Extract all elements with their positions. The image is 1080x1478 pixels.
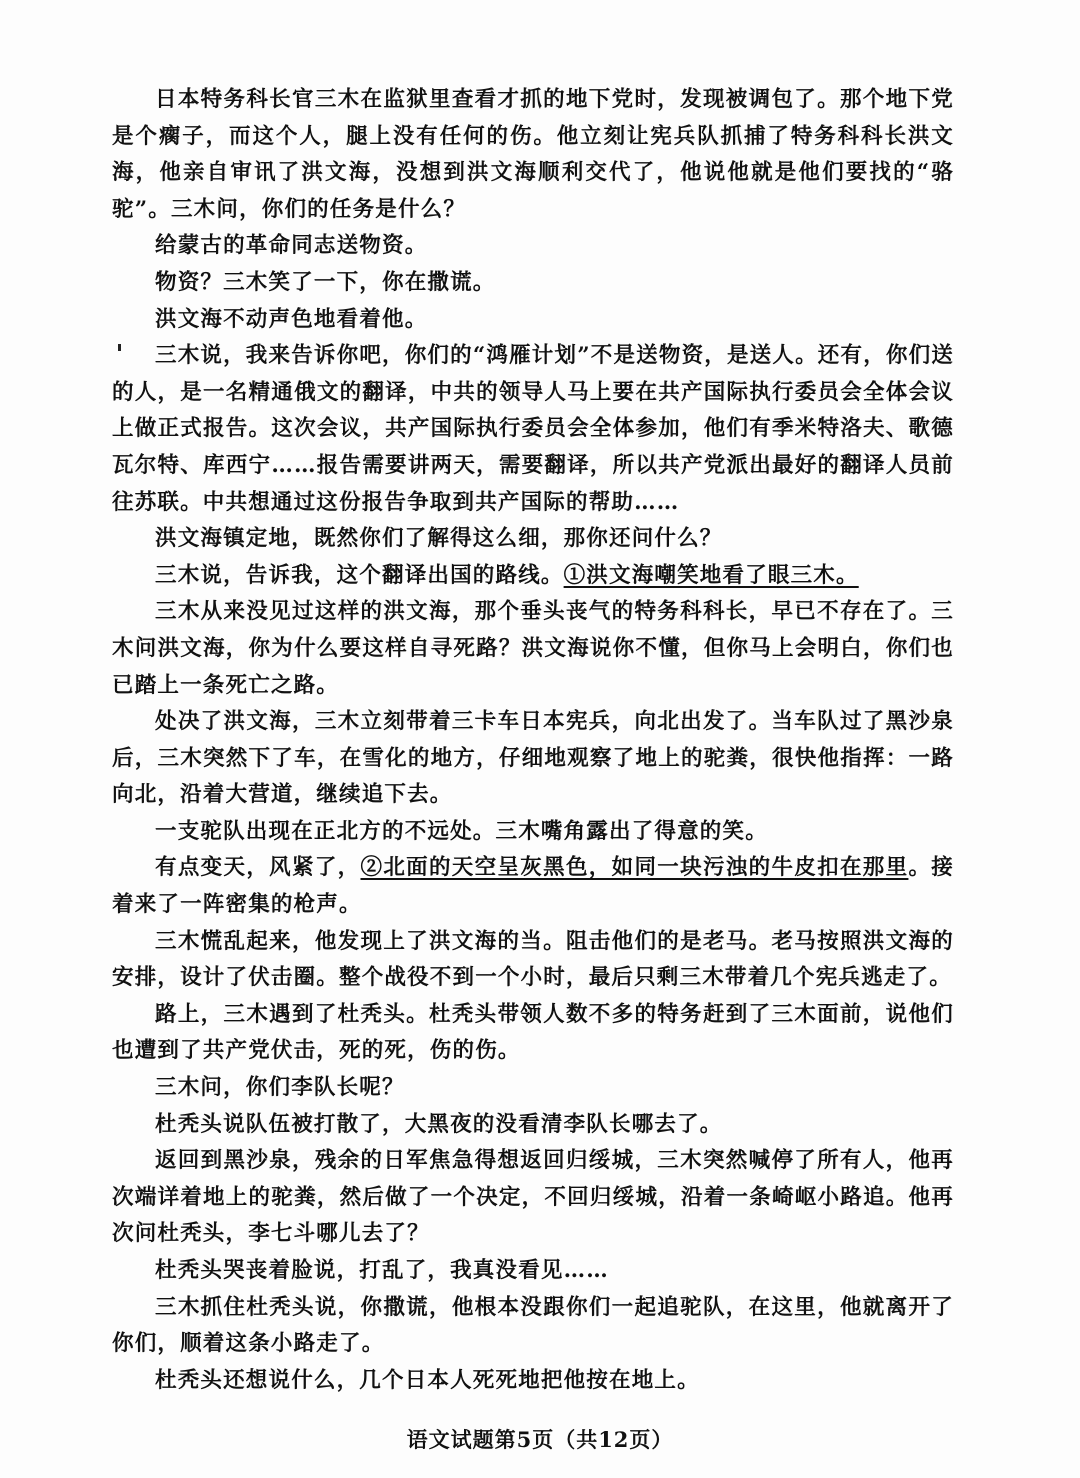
paragraph-5: 三木说，我来告诉你吧，你们的“鸿雁计划”不是送物资，是送人。还有，你们送的人，是一名精通俄文的翻译，中共的领导人马上要在共产国际执行委员会全体会议上做正式报告。这次会议，共产国际执行委员会全体参加，他们有季米特洛夫、歌德瓦尔特、库西宁……报告需要讲两天，需要翻译，所以共产党派出最好的翻译人员前往苏联。中共想通过这份报告争取到共产国际的帮助…… bbox=[112, 343, 954, 515]
paragraph-4: 洪文海不动声色地看着他。 bbox=[155, 306, 428, 332]
paragraph-15: 杜秃头说队伍被打散了，大黑夜的没看清李队长哪去了。 bbox=[155, 1111, 723, 1137]
paragraph-8: 三木从来没见过这样的洪文海，那个垂头丧气的特务科科长，早已不存在了。三木问洪文海，你为什么要这样自寻死路？洪文海说你不懂，但你马上会明白，你们也已踏上一条死亡之路。 bbox=[112, 599, 954, 698]
paragraph-2: 给蒙古的革命同志送物资。 bbox=[155, 233, 428, 259]
paragraph-7 bbox=[112, 558, 954, 595]
paragraph-18: 三木抓住杜秃头说，你撒谎，他根本没跟你们一起追驼队，在这里，他就离开了你们，顺着这条小路走了。 bbox=[112, 1294, 954, 1357]
paragraph-12: 三木慌乱起来，他发现上了洪文海的当。阻击他们的是老马。老马按照洪文海的安排，设计了伏击圈。整个战役不到一个小时，最后只剩三木带着几个宪兵逃走了。 bbox=[112, 928, 954, 991]
paragraph-13: 路上，三木遇到了杜秃头。杜秃头带领人数不多的特务赶到了三木面前，说他们也遭到了共产党伏击，死的死，伤的伤。 bbox=[112, 1001, 954, 1064]
paragraph-19: 杜秃头还想说什么，几个日本人死死地把他按在地上。 bbox=[155, 1367, 700, 1393]
scan-speck bbox=[118, 344, 121, 351]
page-footer: 语文试题第5页（共12页） bbox=[406, 1427, 674, 1452]
paragraph-11-tail: 。接着来了一阵密集的枪声。 bbox=[112, 855, 954, 918]
paragraph-11-text: 有点变天，风紧了， bbox=[155, 855, 361, 881]
paragraph-10: 一支驼队出现在正北方的不远处。三木嘴角露出了得意的笑。 bbox=[155, 818, 768, 844]
paragraph-6: 洪文海镇定地，既然你们了解得这么细，那你还问什么？ bbox=[155, 526, 723, 552]
story-text bbox=[112, 82, 954, 1399]
paragraph-11 bbox=[112, 850, 954, 923]
underlined-sentence-1: ①洪文海嘲笑地看了眼三木。 bbox=[563, 562, 859, 588]
underlined-sentence-2: ②北面的天空呈灰黑色，如同一块污浊的牛皮扣在那里 bbox=[360, 855, 909, 881]
paragraph-14: 三木问，你们李队长呢？ bbox=[155, 1075, 405, 1101]
paragraph-16: 返回到黑沙泉，残余的日军焦急得想返回归绥城，三木突然喊停了所有人，他再次端详着地上的驼粪，然后做了一个决定，不回归绥城，沿着一条崎岖小路追。他再次问杜秃头，李七斗哪儿去了？ bbox=[112, 1148, 954, 1247]
paragraph-9: 处决了洪文海，三木立刻带着三卡车日本宪兵，向北出发了。当车队过了黑沙泉后，三木突然下了车，在雪化的地方，仔细地观察了地上的驼粪，很快他指挥：一路向北，沿着大营道，继续追下去。 bbox=[112, 709, 954, 808]
paragraph-17: 杜秃头哭丧着脸说，打乱了，我真没看见…… bbox=[155, 1258, 610, 1283]
paragraph-7-text: 三木说，告诉我，这个翻译出国的路线。 bbox=[155, 562, 564, 588]
paragraph-3: 物资？三木笑了一下，你在撒谎。 bbox=[155, 269, 496, 295]
paragraph-1: 日本特务科长官三木在监狱里查看才抓的地下党时，发现被调包了。那个地下党是个瘸子，而这个人，腿上没有任何的伤。他立刻让宪兵队抓捕了特务科科长洪文海，他亲自审讯了洪文海，没想到洪文海顺利交代了，他说他就是他们要找的“骆驼”。三木问，你们的任务是什么？ bbox=[112, 87, 954, 222]
